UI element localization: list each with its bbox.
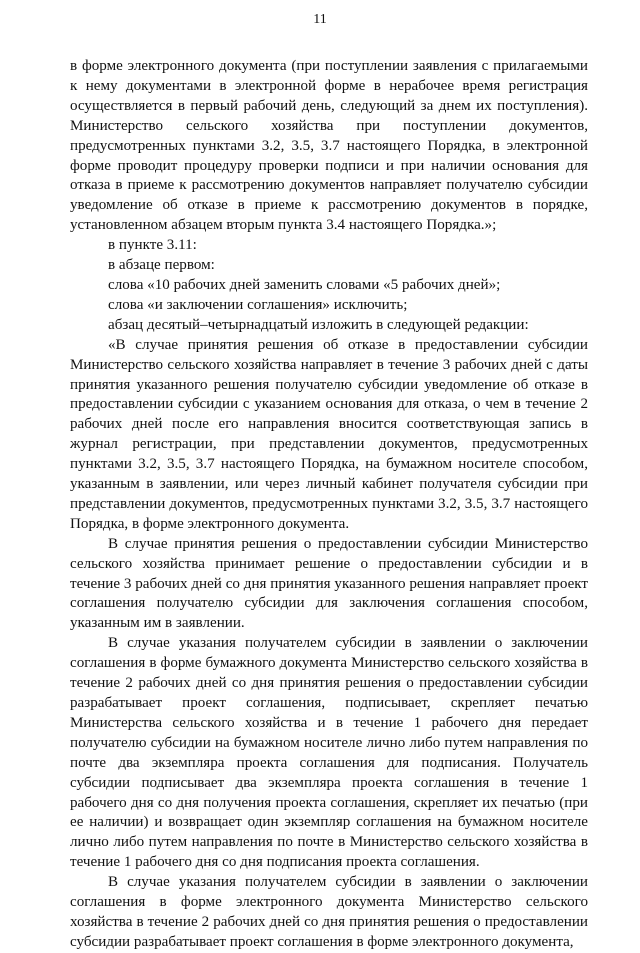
document-body	[70, 57, 588, 953]
paragraph-item-3-11: в пункте 3.11:	[108, 237, 197, 254]
paragraph-new-edition: абзац десятый–четырнадцатый изложить в следующей редакции:	[108, 316, 529, 333]
paragraph-exclude-words: слова «и заключении соглашения» исключить;	[108, 296, 408, 313]
paragraph-paper-agreement: В случае указания получателем субсидии в заявлении о заключении соглашения в форме бумажного документа Министерство сельского хозяйства в течение 2 рабочих дней со дня принятия решения о предоставлении субсидии разрабатывает проект соглашения, подписывает, скрепляет печатью Министерства сельского хозяйства и в течение 1 рабочего дня передает получателю субсидии на бумажном носителе лично либо путем направления по почте два экземпляра проекта соглашения для подписания. Получатель субсидии подписывает два экземпляра проекта соглашения в течение 1 рабочего дня со дня получения проекта соглашения, скрепляет их печатью (при ее наличии) и возвращает один экземпляр соглашения на бумажном носителе лично либо путем направления по почте в Министерство сельского хозяйства в течение 1 рабочего дня со дня подписания проекта соглашения.	[70, 635, 588, 871]
paragraph-continuation: в форме электронного документа (при поступлении заявления с прилагаемыми к нему документами в электронной форме в нерабочее время регистрация осуществляется в первый рабочий день, следующий за днем их поступления). Министерство сельского хозяйства при поступлении документов, предусмотренных пунктами 3.2, 3.5, 3.7 настоящего Порядка, в электронной форме проводит процедуру проверки подписи и при наличии основания для отказа в приеме к рассмотрению документов направляет получателю субсидии уведомление об отказе в приеме к рассмотрению документов в порядке, установленном абзацем вторым пункта 3.4 настоящего Порядка.»;	[70, 58, 588, 234]
paragraph-first-abzac: в абзаце первом:	[108, 257, 215, 274]
paragraph-electronic-agreement: В случае указания получателем субсидии в заявлении о заключении соглашения в форме электронного документа Министерство сельского хозяйства в течение 2 рабочих дней со дня принятия решения о предоставлении субсидии разрабатывает проект соглашения в форме электронного документа,	[70, 874, 588, 950]
paragraph-decision: В случае принятия решения о предоставлении субсидии Министерство сельского хозяйства принимает решение о предоставлении субсидии и в течение 3 рабочих дней со дня принятия указанного решения направляет проект соглашения получателю субсидии для заключения соглашения способом, указанным им в заявлении.	[70, 535, 588, 632]
page-number: 11	[313, 12, 327, 27]
paragraph-replace-words: слова «10 рабочих дней заменить словами «5 рабочих дней»;	[108, 276, 501, 293]
paragraph-refusal: «В случае принятия решения об отказе в предоставлении субсидии Министерство сельского хозяйства направляет в течение 3 рабочих дней с даты принятия указанного решения получателю субсидии уведомление об отказе в предоставлении субсидии с указанием основания для отказа, о чем в течение 2 рабочих дней после его направления вносится соответствующая запись в журнал регистрации, при представлении документов, предусмотренных пунктами 3.2, 3.5, 3.7 настоящего Порядка, на бумажном носителе способом, указанным в заявлении, или через личный кабинет получателя субсидии при представлении документов, предусмотренных пунктами 3.2, 3.5, 3.7 настоящего Порядка, в форме электронного документа.	[70, 336, 588, 532]
